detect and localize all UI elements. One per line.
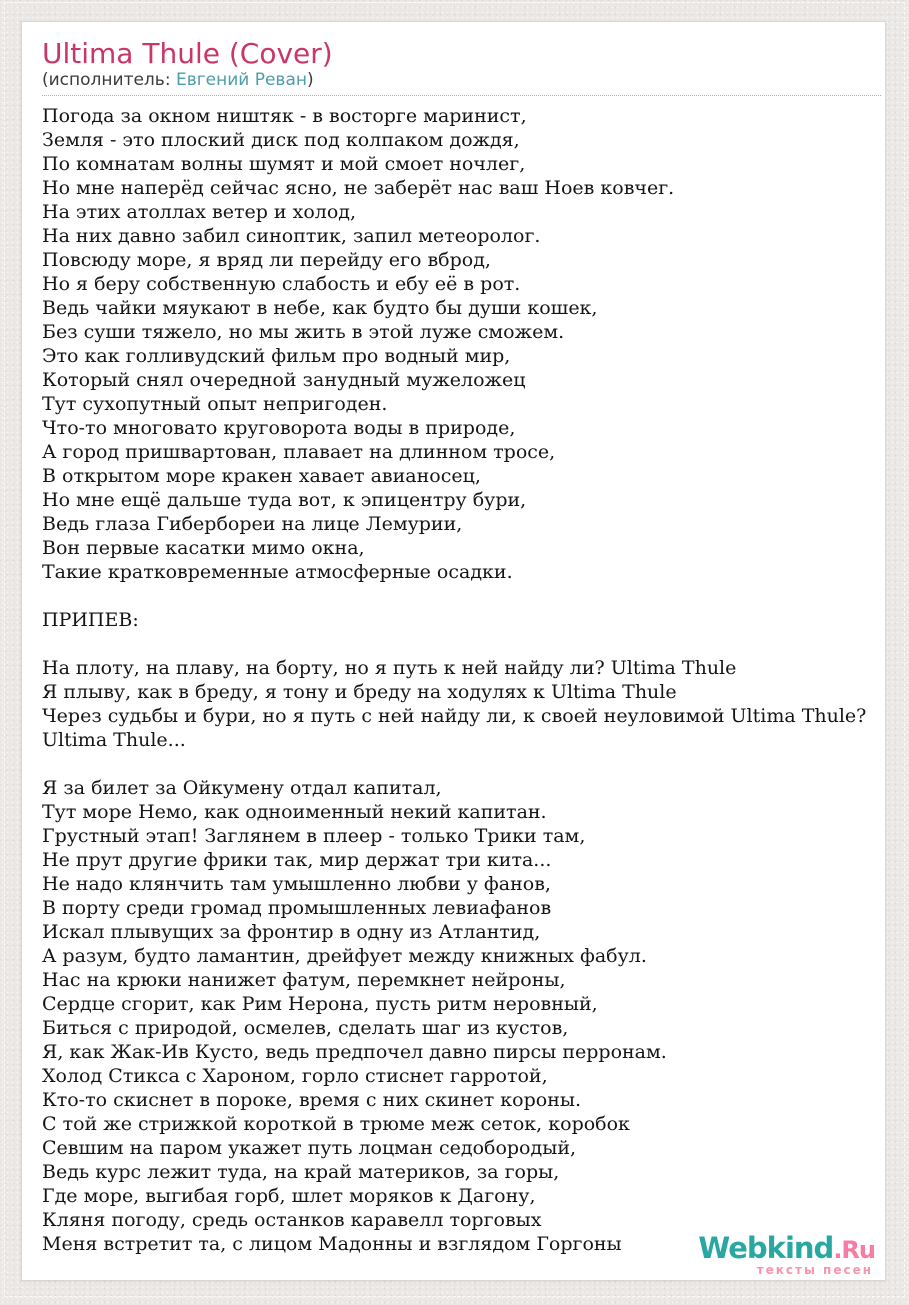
lyric-line: Меня встретит та, с лицом Мадонны и взглядом Горгоны [42,1233,622,1255]
webkind-logo[interactable] [698,1233,875,1276]
lyric-line: Что-то многовато круговорота воды в природе, [42,417,516,439]
lyric-line: Но мне наперёд сейчас ясно, не заберёт нас ваш Ноев ковчег. [42,177,675,199]
lyric-line: Искал плывущих за фронтир в одну из Атлантид, [42,921,541,943]
lyric-line: В открытом море кракен хавает авианосец, [42,465,481,487]
lyric-line: По комнатам волны шумят и мой смоет ночлег, [42,153,526,175]
lyric-line: Погода за окном ништяк - в восторге маринист, [42,105,527,127]
song-header [42,38,881,96]
lyric-line: Я за билет за Ойкумену отдал капитал, [42,777,442,799]
lyric-line: Без суши тяжело, но мы жить в этой луже сможем. [42,321,565,343]
lyric-line: Ultima Thule... [42,729,186,751]
lyrics-text [42,104,885,1256]
lyric-line [42,752,885,776]
artist-suffix: ) [306,70,314,90]
lyric-line: Но мне ещё дальше туда вот, к эпицентру бури, [42,489,527,511]
lyric-line: Сердце сгорит, как Рим Нерона, пусть ритм неровный, [42,993,598,1015]
lyric-line: С той же стрижкой короткой в трюме меж сеток, коробок [42,1113,630,1135]
lyric-line: Где море, выгибая горб, шлет моряков к Дагону, [42,1185,536,1207]
lyric-line: Биться с природой, осмелев, сделать шаг из кустов, [42,1017,569,1039]
lyric-line: Земля - это плоский диск под колпаком дождя, [42,129,520,151]
artist-line [42,70,881,91]
lyric-line: Который снял очередной занудный мужеложец [42,369,526,391]
lyric-line: На них давно забил синоптик, запил метеоролог. [42,225,541,247]
webkind-logo-wordmark [698,1233,875,1265]
lyric-line: Такие кратковременные атмосферные осадки. [42,561,513,583]
lyric-line: Грустный этап! Заглянем в плеер - только Трики там, [42,825,586,847]
lyric-line: Тут сухопутный опыт непригоден. [42,393,388,415]
lyric-line: Не прут другие фрики так, мир держат три кита... [42,849,552,871]
lyric-line: Ведь глаза Гибербореи на лице Лемурии, [42,513,463,535]
lyric-line: А разум, будто ламантин, дрейфует между книжных фабул. [42,945,647,967]
artist-prefix: (исполнитель: [42,70,176,90]
logo-ru-text: .Ru [833,1236,875,1264]
artist-link[interactable]: Евгений Реван [175,70,307,90]
lyric-line: Ведь курс лежит туда, на край материков, за горы, [42,1161,560,1183]
lyric-line [42,632,885,656]
lyric-line: Ведь чайки мяукают в небе, как будто бы души кошек, [42,297,598,319]
lyric-line: Это как голливудский фильм про водный мир, [42,345,511,367]
lyric-line: А город пришвартован, плавает на длинном тросе, [42,441,556,463]
lyric-line: На плоту, на плаву, на борту, но я путь к ней найду ли? Ultima Thule [42,657,737,679]
song-title: Ultima Thule (Cover) [42,37,333,70]
lyric-line: Я, как Жак-Ив Кусто, ведь предпочел давно пирсы перронам. [42,1041,667,1063]
chorus-label: ПРИПЕВ: [42,609,139,631]
lyrics-card [21,21,886,1281]
lyric-line: Я плыву, как в бреду, я тону и бреду на ходулях к Ultima Thule [42,681,677,703]
lyric-line: Но я беру собственную слабость и ебу её в рот. [42,273,521,295]
lyric-line: Кто-то скиснет в пороке, время с них скинет короны. [42,1089,582,1111]
lyric-line: Не надо клянчить там умышленно любви у фанов, [42,873,551,895]
lyric-line: Через судьбы и бури, но я путь с ней найду ли, к своей неуловимой Ultima Thule? [42,705,867,727]
lyric-line: Нас на крюки нанижет фатум, перемкнет нейроны, [42,969,566,991]
lyric-line: Холод Стикса с Хароном, горло стиснет гарротой, [42,1065,548,1087]
lyric-line: Кляня погоду, средь останков каравелл торговых [42,1209,542,1231]
lyric-line: Повсюду море, я вряд ли перейду его вброд, [42,249,491,271]
lyric-line: Тут море Немо, как одноименный некий капитан. [42,801,547,823]
lyric-line: Вон первые касатки мимо окна, [42,537,365,559]
lyric-line: В порту среди громад промышленных левиафанов [42,897,552,919]
logo-tagline: тексты песен [756,1263,873,1277]
lyric-line: Севшим на паром укажет путь лоцман седобородый, [42,1137,577,1159]
lyric-line [42,584,885,608]
lyric-line: На этих атоллах ветер и холод, [42,201,357,223]
logo-webkind-text: Webkind [698,1231,834,1265]
